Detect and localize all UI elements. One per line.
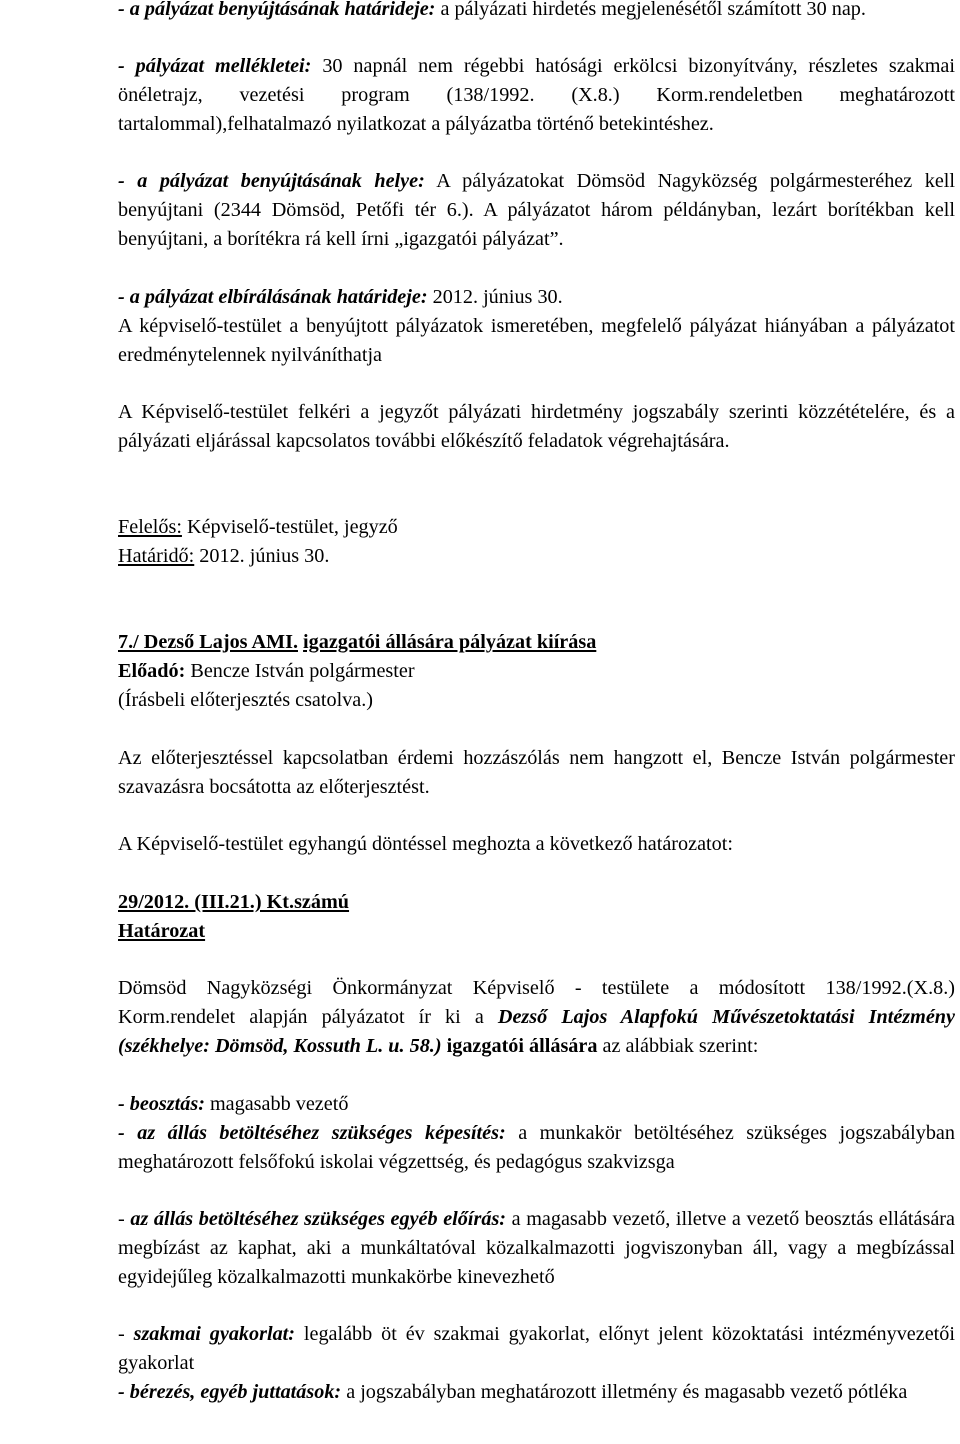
submission-deadline-paragraph [118,0,955,24]
deadline-label: Határidő: [118,545,195,567]
resolution-number: 29/2012. (III.21.) Kt.számú [118,891,350,913]
discussion-paragraph: Az előterjesztéssel kapcsolatban érdemi hozzászólás nem hangzott el, Bencze István polgármester szavazásra bocsátotta az előterjesztést. [118,747,955,798]
resolution-item-other-requirement: - az állás betöltéséhez szükséges egyéb előírás: a magasabb vezető, illetve a vezető beosztás ellátására megbízást az kaphat, aki a munkáltatóval közalkalmazotti jogviszonyban áll, vagy a megbízással egyidejűleg közalkalmazotti munkakörbe kinevezhető [118,1208,955,1288]
presenter-label: Előadó: [118,660,186,682]
submission-deadline-text: a pályázati hirdetés megjelenésétől számított 30 nap. [435,0,866,20]
attachment-note: (Írásbeli előterjesztés csatolva.) [118,689,374,711]
resolution-intro-text: Dömsöd Nagyközségi Önkormányzat Képviselő - testülete a módosított 138/1992.(X.8.) Korm.rendelet alapján pályázatot ír ki a [118,977,955,1028]
submission-place-label: - a pályázat benyújtásának helye: [118,170,425,192]
resolution-title: Határozat [118,920,206,942]
responsible-line [118,513,955,542]
resolution-item-salary: - bérezés, egyéb juttatások: a jogszabályban meghatározott illetmény és magasabb vezető pótléka [118,1381,908,1403]
resolution-intro-tail: az alábbiak szerint: [597,1034,759,1057]
position-name: igazgatói állására [441,1034,598,1057]
responsible-label: Felelős: [118,516,182,538]
responsible-text: Képviselő-testület, jegyző [181,516,398,538]
notary-request-paragraph: A Képviselő-testület felkéri a jegyzőt pályázati hirdetmény jogszabály szerinti közzétételére, és a pályázati eljárással kapcsolatos további előkészítő feladatok végrehajtására. [118,401,955,452]
attachments-text: 30 napnál nem régebbi hatósági erkölcsi bizonyítvány, részletes szakmai önéletrajz, vezetési program (138/1992. (X.8.) Korm.rendeletben meghatározott tartalommal),felhatalmazó nyilatkozat a pályázatba történő betekintéshez. [118,55,955,135]
evaluation-deadline-label: - a pályázat elbírálásának határideje: [118,286,428,308]
evaluation-deadline-paragraph [118,283,955,312]
evaluation-deadline-text: 2012. június 30. [427,286,563,308]
institution-name: Dezső Lajos Alapfokú Művészetoktatási Intézmény (székhelye: Dömsöd, Kossuth L. u. 58.) [118,1005,955,1057]
decision-intro-paragraph: A Képviselő-testület egyhangú döntéssel meghozta a következő határozatot: [118,833,733,855]
submission-deadline-label: - a pályázat benyújtásának határideje: [118,0,436,20]
deadline-line [118,542,955,571]
attachments-label: - pályázat mellékletei: [118,55,312,77]
presenter-name: Bencze István polgármester [185,660,415,682]
resolution-item-qualification: - az állás betöltéséhez szükséges képesítés: a munkakör betöltéséhez szükséges jogszabályban meghatározott felsőfokú iskolai végzettség, és pedagógus szakvizsga [118,1122,955,1173]
attachments-paragraph [118,52,955,138]
submission-place-paragraph [118,167,955,253]
section-7-number: 7./ Dezső Lajos AMI. [118,631,298,653]
section-7-title [118,628,955,657]
resolution-item-experience: - szakmai gyakorlat: legalább öt év szakmai gyakorlat, előnyt jelent közoktatási intézményvezetői gyakorlat [118,1323,955,1374]
submission-place-text: A pályázatokat Dömsöd Nagyközség polgármesteréhez kell benyújtani (2344 Dömsöd, Petőfi tér 6.). A pályázatot három példányban, lezárt borítékban kell benyújtani, a borítékra rá kell írni „igazgatói pályázat”. [118,170,955,250]
section-7-subject: igazgatói állására pályázat kiírása [303,631,597,653]
presenter-line [118,657,955,686]
resolution-item-position: - beosztás: magasabb vezető [118,1093,349,1115]
deadline-text: 2012. június 30. [194,545,330,567]
board-invalidation-paragraph: A képviselő-testület a benyújtott pályázatok ismeretében, megfelelő pályázat hiányában a pályázatot eredménytelennek nyilváníthatja [118,315,955,366]
resolution-intro-paragraph [118,974,955,1060]
